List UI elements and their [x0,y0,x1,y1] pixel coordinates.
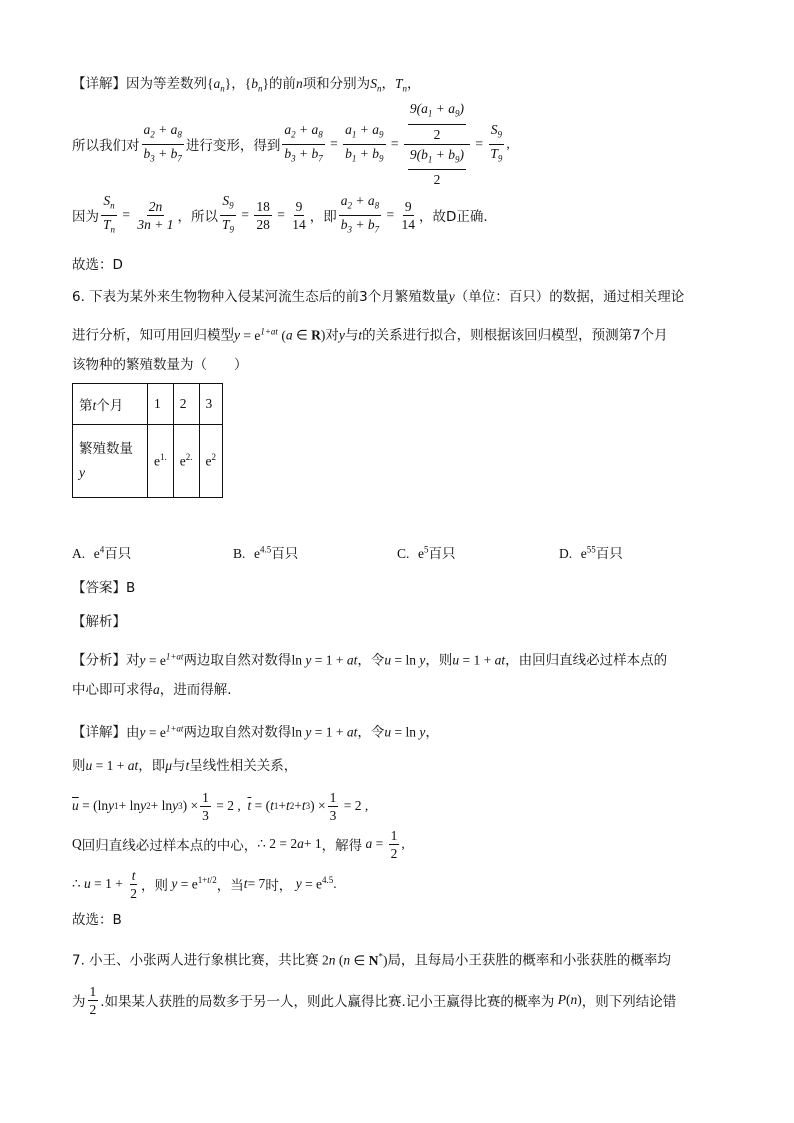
analysis-label: 【解析】 [72,614,126,630]
answer-label: 【答案】B [72,580,136,596]
xiangjie-line4: Q 回归直线必过样本点的中心， ∴ 2 = 2 a + 1 ，解得 a = $\frac{1}{2}$ , [72,827,405,861]
q6-stem-line1: 6. 下表为某外来生物物种入侵某河流生态后的前3个月繁殖数量y（单位：百只）的数据，通过相关理论 [72,289,685,305]
table-header-cell: 第t个月 [73,384,148,425]
detail-label: 【详解】 [72,76,126,92]
table-cell: $e^{2.}$ [173,425,199,498]
table-row-header [73,384,223,425]
table-label-cell: 繁殖数量 y [73,425,148,498]
xiangjie-line5: ∴ u = 1 + $\frac{t}{2}$ ，则 y = $e^{1+t/2}$ ，当 t = 7 时， y = $e^{4.5}$ . [72,867,337,901]
option-d: D. $e^{55}$百只 [559,544,623,562]
q5-detail-line1: 【详解】因为等差数列$\{a_n\}$，$\{b_n\}$的前n项和分别为$S_n$，$T_n$， [72,76,421,94]
q7-stem-line2: 为 $\frac{1}{2}$ .如果某人获胜的局数多于另一人，则此人赢得比赛.记小王赢得比赛的概率为 P ( n ) ，则下列结论错 [72,983,677,1017]
q5-answer: 故选：D [72,257,123,273]
q5-detail-line3: 因为 $\frac{S_n}{T_n}$ = $\frac{2n}{3n + 1}$ ，所以 $\frac{S_9}{T_9}$ = $\frac{18}{28}$ = $\frac{9}{14}$ ，即 $\frac{a_2 + a_8}{b_3 + b_7}$ = $\frac{9}{14}$ ，故D正确. [72,192,488,235]
table-cell: $e^{1.}$ [148,425,174,498]
q6-stem-line3: 该物种的繁殖数量为（ ） [72,357,248,373]
q6-stem-line2: 进行分析，知可用回归模型$y = e^{1+at}$ (a ∈ R)对y与t的关系进行拟合，则根据该回归模型，预测第7个月 [72,326,668,344]
xiangjie-line1: 【详解】由$y = e^{1+at}$两边取自然对数得ln y = 1 + at，令u = ln y， [72,723,439,741]
option-b: B. $e^{4.5}$百只 [233,544,299,562]
table-cell: 3 [199,384,223,425]
fenxi-line2: 中心即可求得a，进而得解. [72,682,232,698]
q7-stem-line1: 7. 小王、小张两人进行象棋比赛，共比赛 2n (n ∈ N*)局，且每局小王获胜的概率和小张获胜的概率均 [72,951,671,969]
table-cell: 2 [173,384,199,425]
table-row-values [73,425,223,498]
q5-detail-line2: 所以我们对 $\frac{a_2 + a_8}{b_3 + b_7}$ 进行变形，得到 $\frac{a_2 + a_8}{b_3 + b_7}$ = $\frac{a_1 + a_9}{b_1 + b_9}$ = $\frac{\frac{9(a_1 + a_9)}{2}}{\frac{9(b_1 + b_9)}{2}}$ = $\frac{S_9}{T_9}$ , [72,100,510,188]
option-a: A. $e^4$百只 [72,544,132,562]
table-cell: 1 [148,384,174,425]
xiangjie-line3: $\overline{u}$ = (ln y 1 + ln y 2 + ln y 3 ) × $\frac{1}{3}$ = 2 , $\overline{t}$ = ( t 1 + t 2 + t 3 ) × $\frac{1}{3}$ = 2 , [72,789,369,823]
table-cell: $e^2$ [199,425,223,498]
data-table [72,383,223,498]
option-c: C. $e^5$百只 [397,544,456,562]
fenxi-line1: 【分析】对$y = e^{1+at}$两边取自然对数得ln y = 1 + at，令u = ln y，则u = 1 + at，由回归直线必过样本点的 [72,651,668,669]
xiangjie-line2: 则u = 1 + at，即μ与t呈线性相关关系， [72,758,298,774]
q6-answer: 故选：B [72,912,122,928]
